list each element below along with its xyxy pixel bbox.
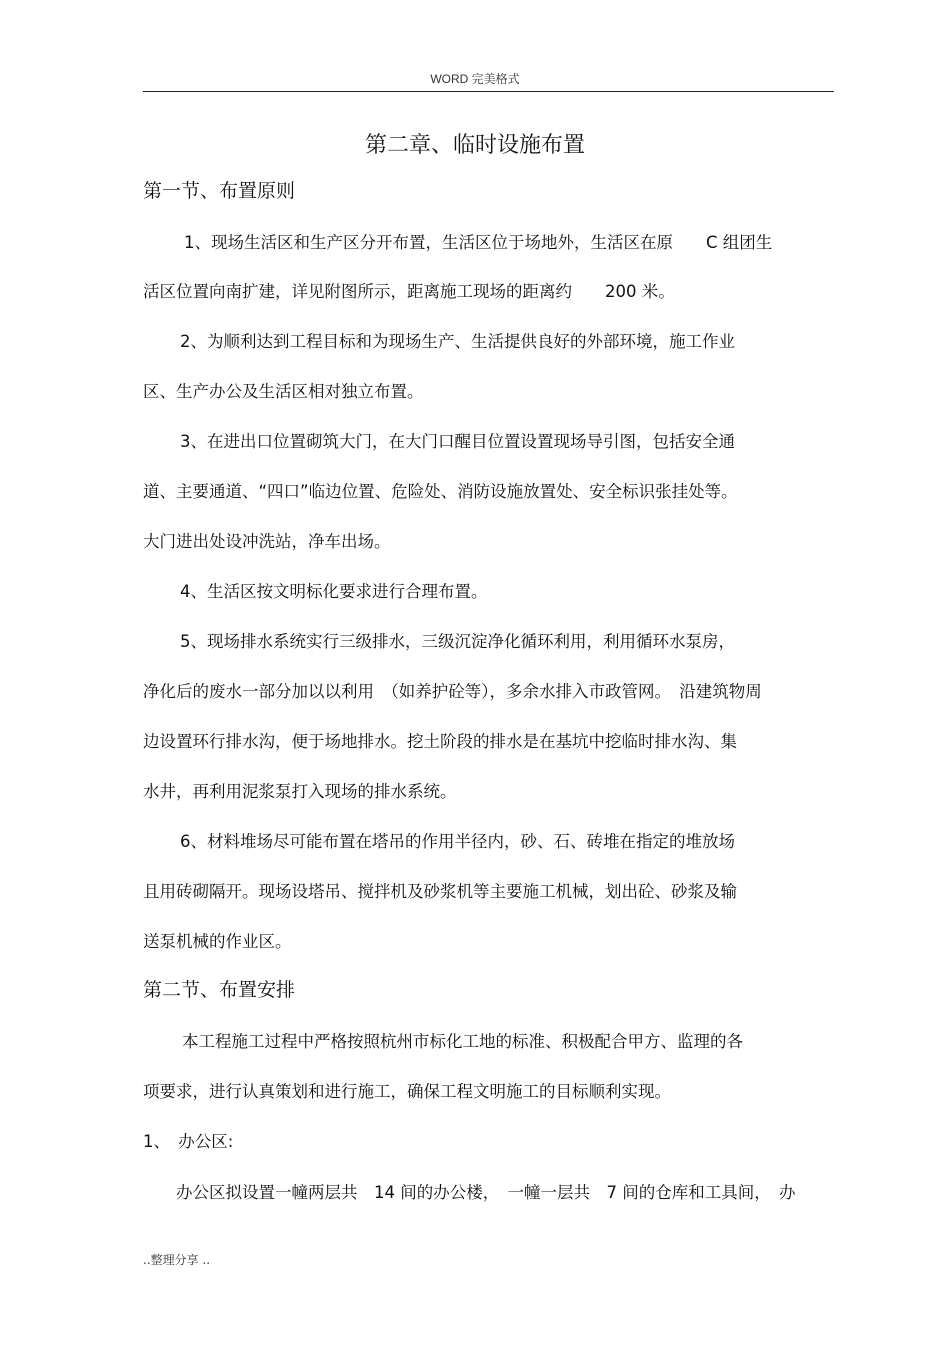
paragraph-line: 边设置环行排水沟，便于场地排水。挖土阶段的排水是在基坑中挖临时排水沟、集 (143, 732, 737, 751)
paragraph-line: 办公区拟设置一幢两层共 14 间的办公楼， 一幢一层共 7 间的仓库和工具间， 办 (176, 1183, 796, 1202)
paragraph-line: 且用砖砌隔开。现场设塔吊、搅拌机及砂浆机等主要施工机械，划出砼、砂浆及输 (143, 882, 737, 901)
paragraph-line: 6、材料堆场尽可能布置在塔吊的作用半径内，砂、石、砖堆在指定的堆放场 (180, 832, 735, 851)
paragraph-line: 送泵机械的作业区。 (143, 932, 292, 951)
paragraph-line: 水井，再利用泥浆泵打入现场的排水系统。 (143, 782, 457, 801)
chapter-title: 第二章、临时设施布置 (364, 133, 585, 158)
page-header-text: WORD 完美格式 (430, 72, 520, 86)
paragraph-line: 大门进出处设冲洗站，净车出场。 (143, 532, 391, 551)
section-heading-2: 第二节、布置安排 (143, 979, 296, 1001)
paragraph-line: 3、在进出口位置砌筑大门，在大门口醒目位置设置现场导引图，包括安全通 (180, 432, 735, 451)
paragraph-line: 净化后的废水一部分加以以利用 （如养护砼等），多余水排入市政管网。 沿建筑物周 (143, 682, 762, 701)
list-item-label: 1、 办公区: (143, 1132, 234, 1151)
paragraph-line: 道、主要通道、“四口”临边位置、危险处、消防设施放置处、安全标识张挂处等。 (143, 482, 738, 501)
paragraph-line: 4、生活区按文明标化要求进行合理布置。 (180, 582, 488, 601)
paragraph-line: 项要求，进行认真策划和进行施工，确保工程文明施工的目标顺利实现。 (143, 1082, 671, 1101)
paragraph-line: 本工程施工过程中严格按照杭州市标化工地的标准、积极配合甲方、监理的各 (182, 1032, 743, 1051)
paragraph-line: 活区位置向南扩建，详见附图所示，距离施工现场的距离约 200 米。 (143, 282, 675, 301)
section-heading-1: 第一节、布置原则 (143, 180, 296, 202)
paragraph-line: 区、生产办公及生活区相对独立布置。 (143, 382, 424, 401)
paragraph-line: 1、现场生活区和生产区分开布置，生活区位于场地外，生活区在原 C 组团生 (184, 233, 773, 252)
paragraph-line: 2、为顺利达到工程目标和为现场生产、生活提供良好的外部环境，施工作业 (180, 332, 735, 351)
paragraph-line: 5、现场排水系统实行三级排水，三级沉淀净化循环利用，利用循环水泵房， (180, 632, 735, 651)
page-header-rule (143, 91, 834, 92)
page-footer-text: ..整理分享 .. (143, 1253, 211, 1267)
